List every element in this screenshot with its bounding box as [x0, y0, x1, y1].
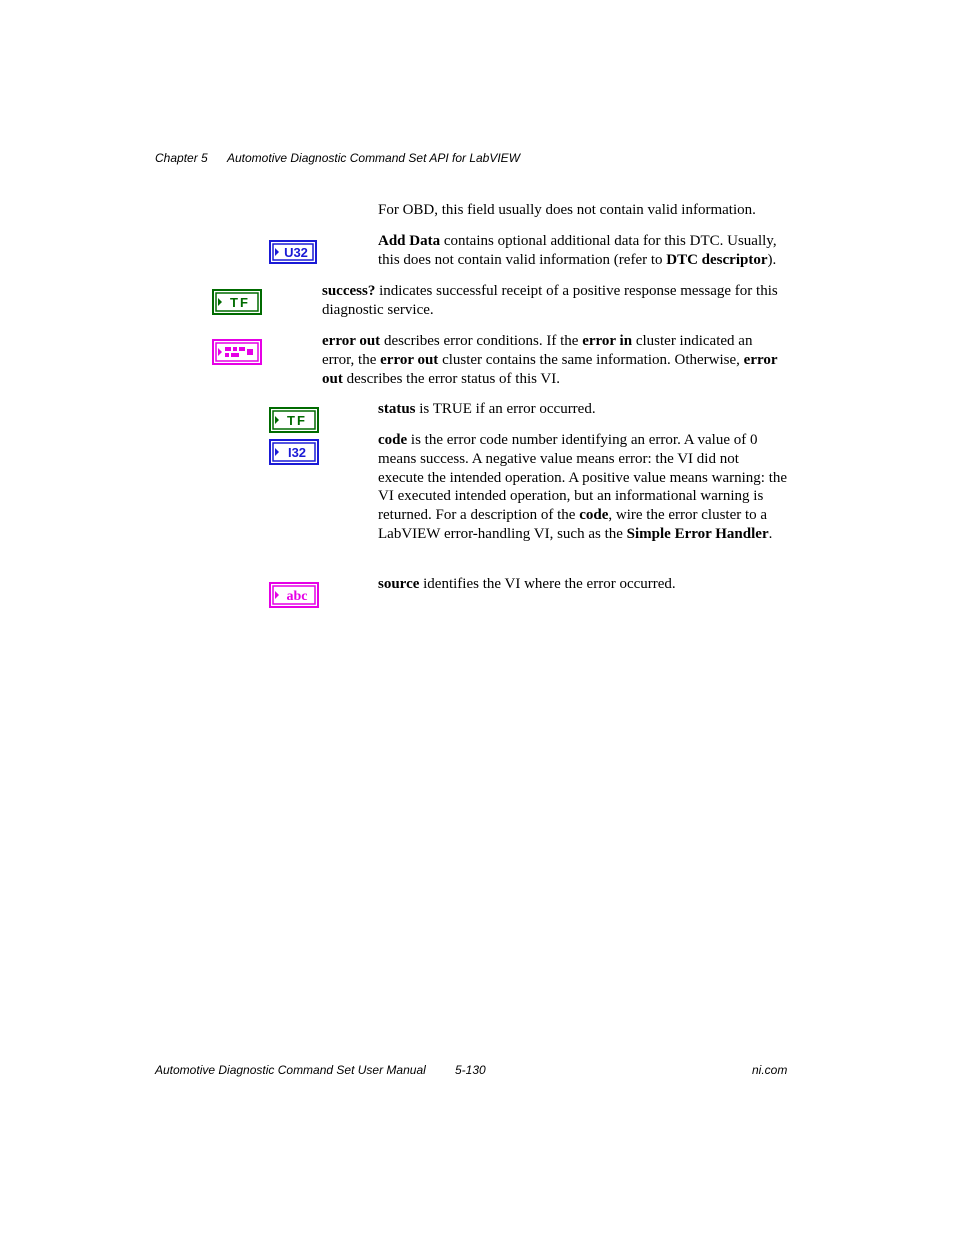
status-boolean-icon — [269, 407, 319, 433]
footer-manual: Automotive Diagnostic Command Set User Manual — [155, 1063, 426, 1077]
tf-icon-label: TF — [230, 295, 250, 310]
status-term: status — [378, 401, 416, 417]
error-out-term: error out — [322, 333, 381, 349]
dtc-descriptor-ref: DTC descriptor — [666, 251, 768, 268]
i32-icon-label: I32 — [287, 445, 307, 460]
simple-error-handler-ref: Simple Error Handler — [626, 525, 769, 542]
header-chapter: Chapter 5 — [155, 151, 208, 165]
code-term: code — [378, 432, 408, 448]
obd-note: For OBD, this field usually does not contain valid information. — [378, 202, 756, 218]
header-title: Automotive Diagnostic Command Set API for LabVIEW — [227, 151, 521, 165]
tf-boolean-icon — [212, 289, 262, 315]
add-data-description: Add Data contains optional additional data for this DTC. Usually, this does not contain valid information (refer to DTC descriptor). — [378, 233, 777, 268]
footer-page-number: 5-130 — [455, 1063, 486, 1077]
code-description: code is the error code number identifying an error. A value of 0 means success. A negative value means error: the VI did not execute the intended operation. A positive value means warning: the VI executed intended operation, but an informational warning is returned. For a description of the code, wire the error cluster to a LabVIEW error-handling VI, such as the Simple Error Handler. — [378, 432, 788, 542]
add-data-term: Add Data — [378, 233, 441, 249]
string-icon-label: abc — [286, 589, 308, 604]
u32-icon-label: U32 — [284, 245, 308, 260]
success-description: success? indicates successful receipt of a positive response message for this diagnostic service. — [322, 283, 778, 318]
source-term: source — [378, 576, 420, 592]
error-out-description: error out describes error conditions. If the error in cluster indicated an error, the error out cluster contains the same information. Otherwise, error out describes the error status of this VI. — [322, 333, 778, 387]
success-term: success? — [322, 283, 376, 299]
source-description: source identifies the VI where the error occurred. — [378, 576, 676, 592]
u32-numeric-icon — [269, 240, 317, 262]
i32-numeric-icon — [269, 439, 319, 465]
error-cluster-icon — [212, 339, 262, 365]
status-icon-label: TF — [287, 413, 307, 428]
string-icon — [269, 582, 319, 608]
footer-site: ni.com — [752, 1063, 788, 1077]
status-description: status is TRUE if an error occurred. — [378, 401, 596, 417]
